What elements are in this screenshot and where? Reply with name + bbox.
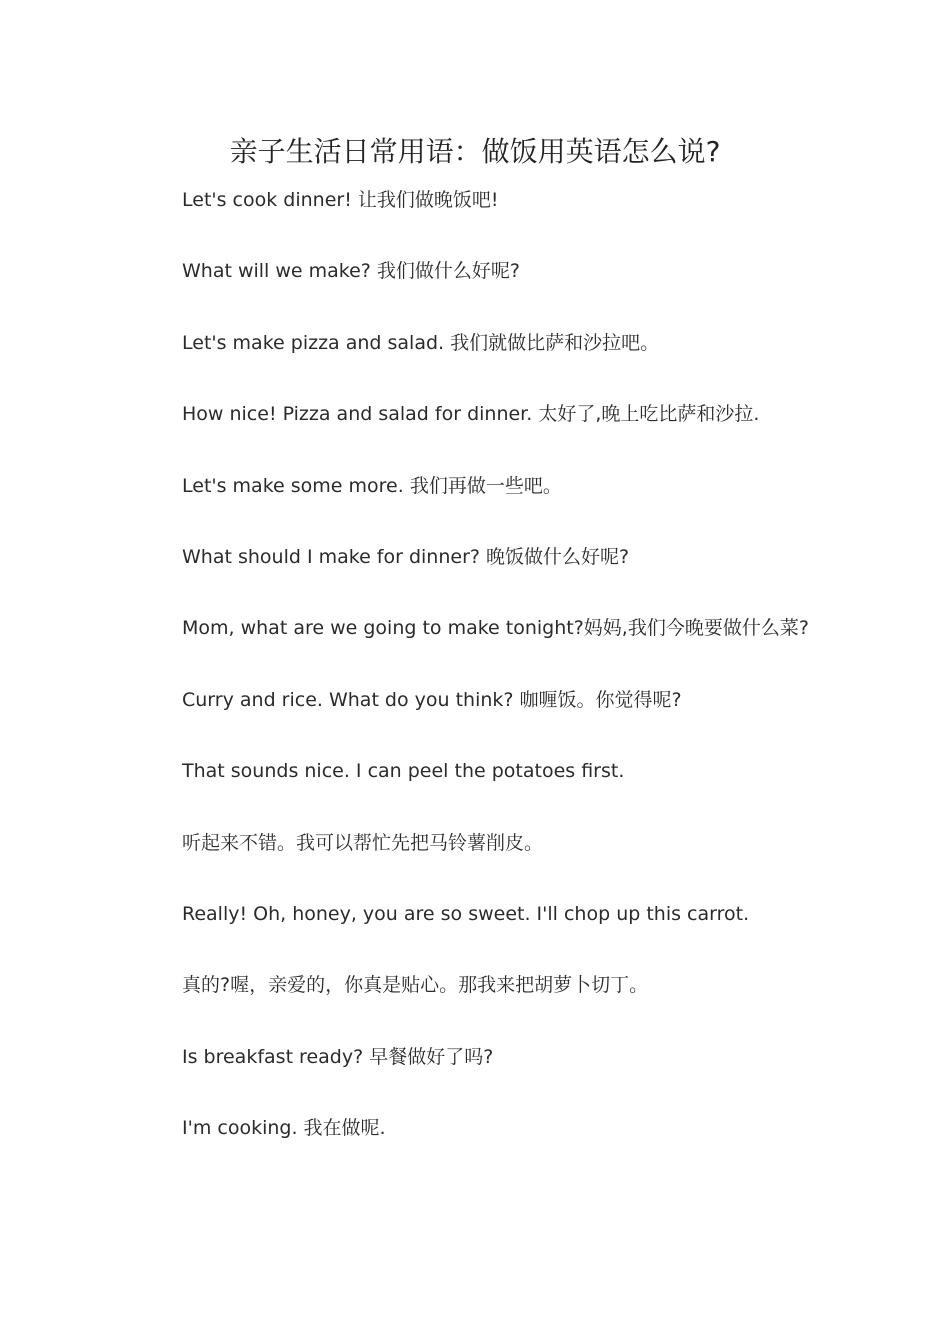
phrase-line: Let's make some more. 我们再做一些吧。 bbox=[182, 474, 562, 497]
phrase-line: What should I make for dinner? 晚饭做什么好呢? bbox=[182, 545, 630, 568]
phrase-line: How nice! Pizza and salad for dinner. 太好了,晚上吃比萨和沙拉. bbox=[182, 403, 760, 426]
phrase-line: Let's make pizza and salad. 我们就做比萨和沙拉吧。 bbox=[182, 331, 660, 354]
phrase-line: I'm cooking. 我在做呢. bbox=[182, 1117, 386, 1140]
phrase-line: Curry and rice. What do you think? 咖喱饭。你觉得呢? bbox=[182, 688, 682, 711]
phrase-line: Is breakfast ready? 早餐做好了吗? bbox=[182, 1045, 494, 1068]
page-title: 亲子生活日常用语：做饭用英语怎么说? bbox=[229, 135, 721, 168]
phrase-line: What will we make? 我们做什么好呢? bbox=[182, 260, 521, 283]
phrase-line: Let's cook dinner! 让我们做晚饭吧! bbox=[182, 189, 499, 211]
phrase-list bbox=[182, 187, 882, 1186]
phrase-line: That sounds nice. I can peel the potatoes first. bbox=[182, 760, 625, 783]
phrase-line: Really! Oh, honey, you are so sweet. I'll chop up this carrot. bbox=[182, 902, 750, 925]
phrase-line: 真的?喔，亲爱的，你真是贴心。那我来把胡萝卜切丁。 bbox=[182, 974, 649, 997]
phrase-line: Mom, what are we going to make tonight?妈妈,我们今晚要做什么菜? bbox=[182, 617, 809, 640]
phrase-line: 听起来不错。我可以帮忙先把马铃薯削皮。 bbox=[182, 831, 544, 854]
